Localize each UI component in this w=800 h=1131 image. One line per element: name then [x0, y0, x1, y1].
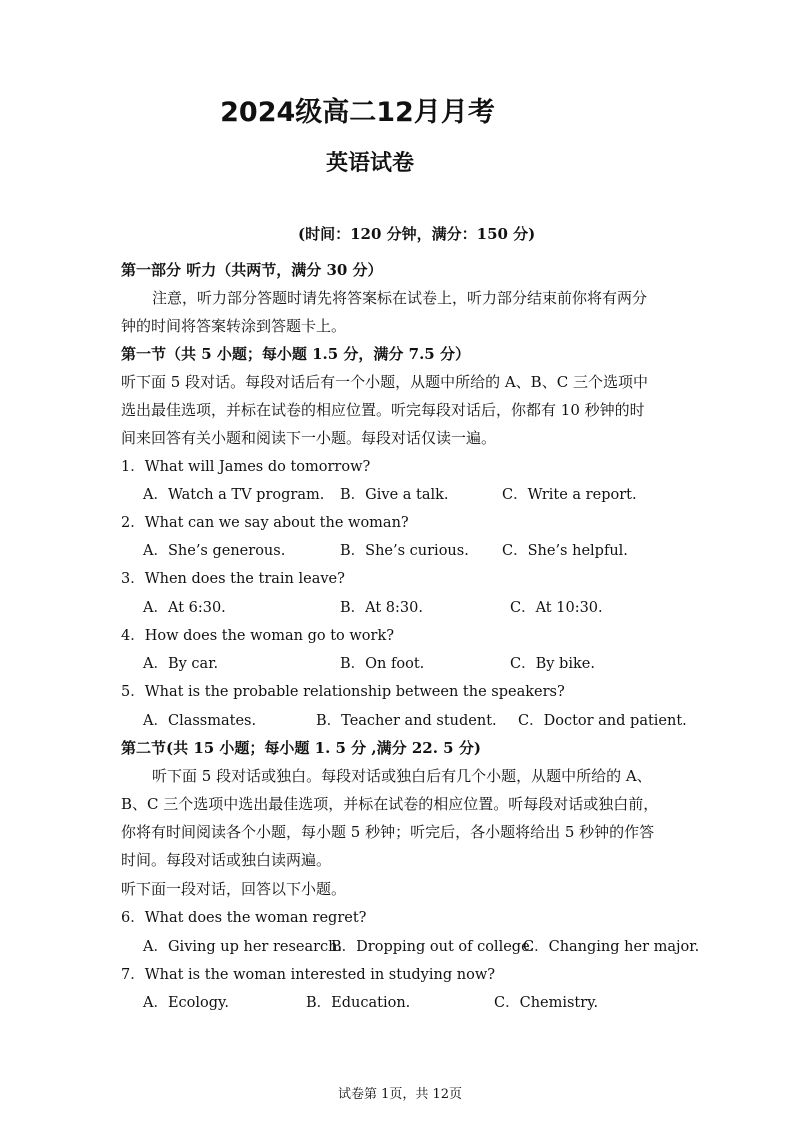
- question-4-option-c: C．By bike.: [510, 656, 595, 672]
- section1-heading: 第一节（共 5 小题；每小题 1.5 分，满分 7.5 分）: [121, 345, 470, 363]
- question-5-option-b: B．Teacher and student.: [316, 713, 497, 729]
- question-1-option-b: B．Give a talk.: [340, 487, 449, 503]
- section2-instruction-line: B、C 三个选项中选出最佳选项，并标在试卷的相应位置。听每段对话或独白前，: [121, 795, 659, 813]
- question-3: 3．When does the train leave?: [121, 571, 345, 587]
- question-5-option-a: A．Classmates.: [143, 713, 257, 729]
- question-6-option-b: B．Dropping out of college.: [331, 939, 535, 955]
- question-2-option-a: A．She’s generous.: [143, 543, 286, 559]
- section2-instruction-line: 你将有时间阅读各个小题，每小题 5 秒钟；听完后，各小题将给出 5 秒钟的作答: [121, 823, 655, 841]
- question-7-option-c: C．Chemistry.: [494, 995, 599, 1011]
- exam-title: 2024级高二12月月考: [220, 97, 495, 128]
- section2-instruction-line: 听下面 5 段对话或独白。每段对话或独白后有几个小题，从题中所给的 A、: [152, 767, 652, 785]
- question-6-option-c: C．Changing her major.: [523, 939, 700, 955]
- section1-instruction-line: 间来回答有关小题和阅读下一小题。每段对话仅读一遍。: [121, 429, 497, 447]
- question-6: 6．What does the woman regret?: [121, 910, 367, 926]
- question-2-option-c: C．She’s helpful.: [502, 543, 628, 559]
- question-6-option-a: A．Giving up her research.: [143, 939, 343, 955]
- question-3-option-a: A．At 6:30.: [143, 600, 226, 616]
- part1-note-line: 钟的时间将答案转涂到答题卡上。: [121, 317, 347, 335]
- question-5-option-c: C．Doctor and patient.: [518, 713, 687, 729]
- section2-instruction-line: 时间。每段对话或独白读两遍。: [121, 851, 332, 869]
- question-3-option-c: C．At 10:30.: [510, 600, 603, 616]
- question-1-option-a: A．Watch a TV program.: [143, 487, 325, 503]
- question-2-option-b: B．She’s curious.: [340, 543, 469, 559]
- section1-instruction-line: 选出最佳选项，并标在试卷的相应位置。听完每段对话后，你都有 10 秒钟的时: [121, 401, 645, 419]
- question-7: 7．What is the woman interested in studying now?: [121, 967, 495, 983]
- question-7-option-a: A．Ecology.: [143, 995, 229, 1011]
- page-footer: 试卷第 1页，共 12页: [337, 1087, 463, 1102]
- part1-note-line: 注意，听力部分答题时请先将答案标在试卷上，听力部分结束前你将有两分: [152, 289, 648, 307]
- exam-subtitle: 英语试卷: [325, 151, 414, 176]
- dialogue-intro: 听下面一段对话，回答以下小题。: [121, 880, 347, 898]
- question-4-option-a: A．By car.: [143, 656, 219, 672]
- question-4-option-b: B．On foot.: [340, 656, 425, 672]
- part1-heading: 第一部分 听力（共两节，满分 30 分）: [121, 261, 383, 279]
- question-3-option-b: B．At 8:30.: [340, 600, 423, 616]
- section1-instruction-line: 听下面 5 段对话。每段对话后有一个小题，从题中所给的 A、B、C 三个选项中: [121, 373, 648, 391]
- section2-heading: 第二节(共 15 小题；每小题 1. 5 分 ,满分 22. 5 分): [121, 739, 481, 757]
- question-2: 2．What can we say about the woman?: [121, 515, 409, 531]
- question-5: 5．What is the probable relationship between the speakers?: [121, 684, 565, 700]
- question-4: 4．How does the woman go to work?: [121, 628, 395, 644]
- time-info: (时间：120 分钟，满分：150 分): [298, 225, 536, 243]
- question-7-option-b: B．Education.: [306, 995, 411, 1011]
- question-1-option-c: C．Write a report.: [502, 487, 637, 503]
- question-1: 1．What will James do tomorrow?: [121, 459, 371, 475]
